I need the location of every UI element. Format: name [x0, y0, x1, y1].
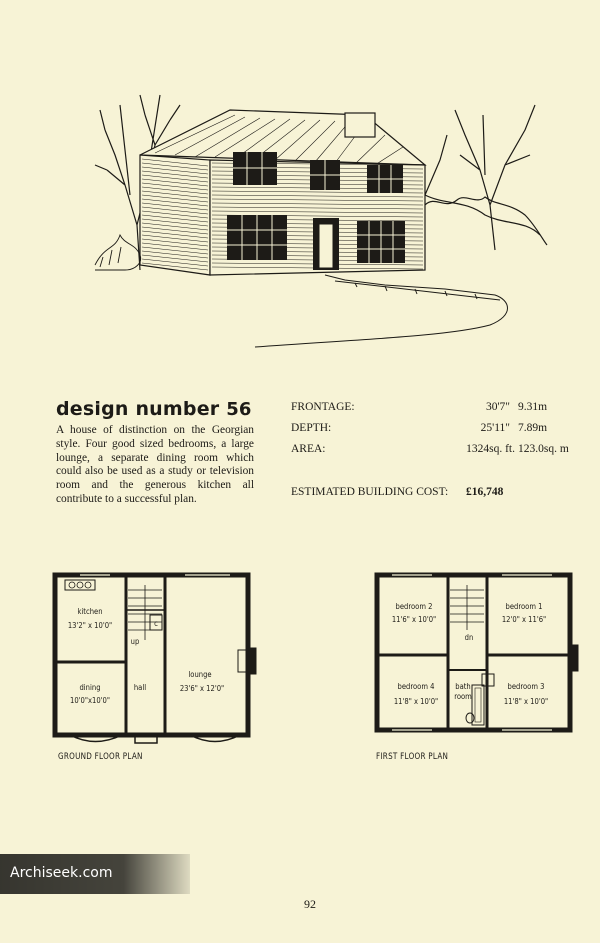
- cupboard-label: c: [154, 619, 158, 628]
- house-illustration: [85, 75, 555, 365]
- dining-size: 10'0"x10'0": [70, 696, 110, 705]
- design-number: 56: [226, 399, 252, 420]
- bath-text: bath: [455, 682, 471, 691]
- bedroom1-label: bedroom 1: [505, 602, 543, 611]
- design-title-text: design number: [56, 398, 220, 420]
- bedroom4-label: bedroom 4: [397, 682, 435, 691]
- first-floor-plan: [372, 570, 587, 740]
- bedroom2-size: 11'6" x 10'0": [391, 615, 437, 624]
- area-metric: 123.0sq. m: [518, 443, 569, 455]
- area-label: AREA:: [291, 443, 326, 455]
- cost-label: ESTIMATED BUILDING COST:: [291, 486, 449, 498]
- dining-label: dining: [79, 683, 101, 692]
- watermark-text: Archiseek.com: [10, 865, 113, 881]
- design-description: A house of distinction on the Georgian style. Four good sized bedrooms, a large lounge, a separate dining room which could also be used as a study or television room and the generous kitchen all contribute to a successful plan.: [56, 424, 254, 505]
- depth-metric: 7.89m: [518, 422, 548, 434]
- bedroom3-size: 11'8" x 10'0": [503, 697, 549, 706]
- stairs-up-label: up: [130, 637, 140, 646]
- ground-floor-plan: [50, 570, 265, 745]
- frontage-imperial: 30'7": [485, 401, 510, 413]
- bedroom2-label: bedroom 2: [395, 602, 433, 611]
- kitchen-label: kitchen: [77, 607, 103, 616]
- room-text: room: [454, 692, 472, 701]
- frontage-metric: 9.31m: [518, 401, 548, 413]
- kitchen-size: 13'2" x 10'0": [67, 621, 113, 630]
- lounge-size: 23'6" x 12'0": [179, 684, 225, 693]
- bedroom4-size: 11'8" x 10'0": [393, 697, 439, 706]
- depth-label: DEPTH:: [291, 422, 332, 434]
- watermark-banner: [0, 854, 190, 894]
- hall-label: hall: [133, 683, 147, 692]
- frontage-label: FRONTAGE:: [291, 401, 355, 413]
- design-title: [56, 398, 252, 420]
- bedroom1-size: 12'0" x 11'6": [501, 615, 547, 624]
- stairs-down-label: dn: [464, 633, 474, 642]
- area-imperial: 1324sq. ft.: [466, 443, 515, 455]
- lounge-label: lounge: [188, 670, 212, 679]
- page-number: 92: [304, 897, 316, 911]
- depth-imperial: 25'11": [480, 422, 510, 434]
- bedroom3-label: bedroom 3: [507, 682, 545, 691]
- ground-floor-caption: GROUND FLOOR PLAN: [58, 752, 143, 762]
- first-floor-caption: FIRST FLOOR PLAN: [376, 752, 449, 762]
- bathroom-label: [453, 682, 473, 702]
- cost-value: £16,748: [466, 486, 504, 498]
